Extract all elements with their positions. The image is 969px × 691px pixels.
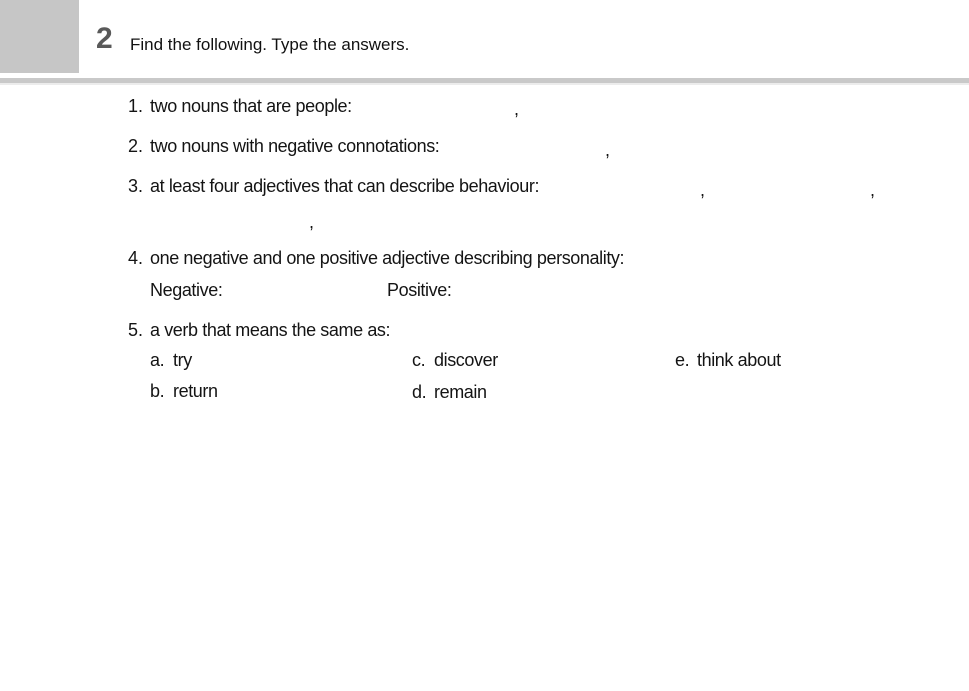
negative-answer-field[interactable] xyxy=(228,280,378,302)
item-number: 4. xyxy=(128,248,144,268)
verb-letter: b. xyxy=(150,381,165,401)
item-number: 1. xyxy=(128,96,144,116)
verb-answer-field[interactable] xyxy=(230,350,390,372)
header-divider-shadow xyxy=(0,83,969,85)
separator-comma: , xyxy=(309,212,315,232)
answer-field[interactable] xyxy=(712,176,864,198)
verb-letter: c. xyxy=(412,350,426,370)
verb-word: remain xyxy=(434,382,487,402)
verb-letter: e. xyxy=(675,350,690,370)
verb-word: return xyxy=(173,381,218,401)
verb-answer-field[interactable] xyxy=(505,350,660,372)
answer-field[interactable] xyxy=(355,96,510,118)
separator-comma: , xyxy=(700,180,706,200)
item-prompt: a verb that means the same as: xyxy=(150,320,391,340)
verb-answer-field[interactable] xyxy=(790,350,960,372)
answer-field[interactable] xyxy=(523,96,678,118)
separator-comma: , xyxy=(870,180,876,200)
answer-field[interactable] xyxy=(615,136,767,158)
task-number: 2 xyxy=(96,22,113,55)
positive-label: Positive: xyxy=(387,280,452,300)
item-prompt: two nouns that are people: xyxy=(150,96,352,116)
task-instruction: Find the following. Type the answers. xyxy=(130,35,410,54)
answer-field[interactable] xyxy=(448,136,600,158)
item-number: 5. xyxy=(128,320,144,340)
verb-letter: d. xyxy=(412,382,427,402)
section-tab xyxy=(0,0,79,73)
item-prompt: one negative and one positive adjective describing personality: xyxy=(150,248,625,268)
verb-word: think about xyxy=(697,350,781,370)
verb-letter: a. xyxy=(150,350,165,370)
negative-label: Negative: xyxy=(150,280,223,300)
item-number: 3. xyxy=(128,176,144,196)
answer-field[interactable] xyxy=(150,208,302,230)
verb-answer-field[interactable] xyxy=(230,381,390,403)
verb-word: try xyxy=(173,350,192,370)
answer-field[interactable] xyxy=(320,208,472,230)
separator-comma: , xyxy=(605,140,611,160)
item-prompt: at least four adjectives that can describe behaviour: xyxy=(150,176,540,196)
item-number: 2. xyxy=(128,136,144,156)
positive-answer-field[interactable] xyxy=(456,280,606,302)
item-prompt: two nouns with negative connotations: xyxy=(150,136,440,156)
verb-answer-field[interactable] xyxy=(505,382,660,404)
verb-word: discover xyxy=(434,350,498,370)
separator-comma: , xyxy=(514,99,520,119)
answer-field[interactable] xyxy=(545,176,695,198)
